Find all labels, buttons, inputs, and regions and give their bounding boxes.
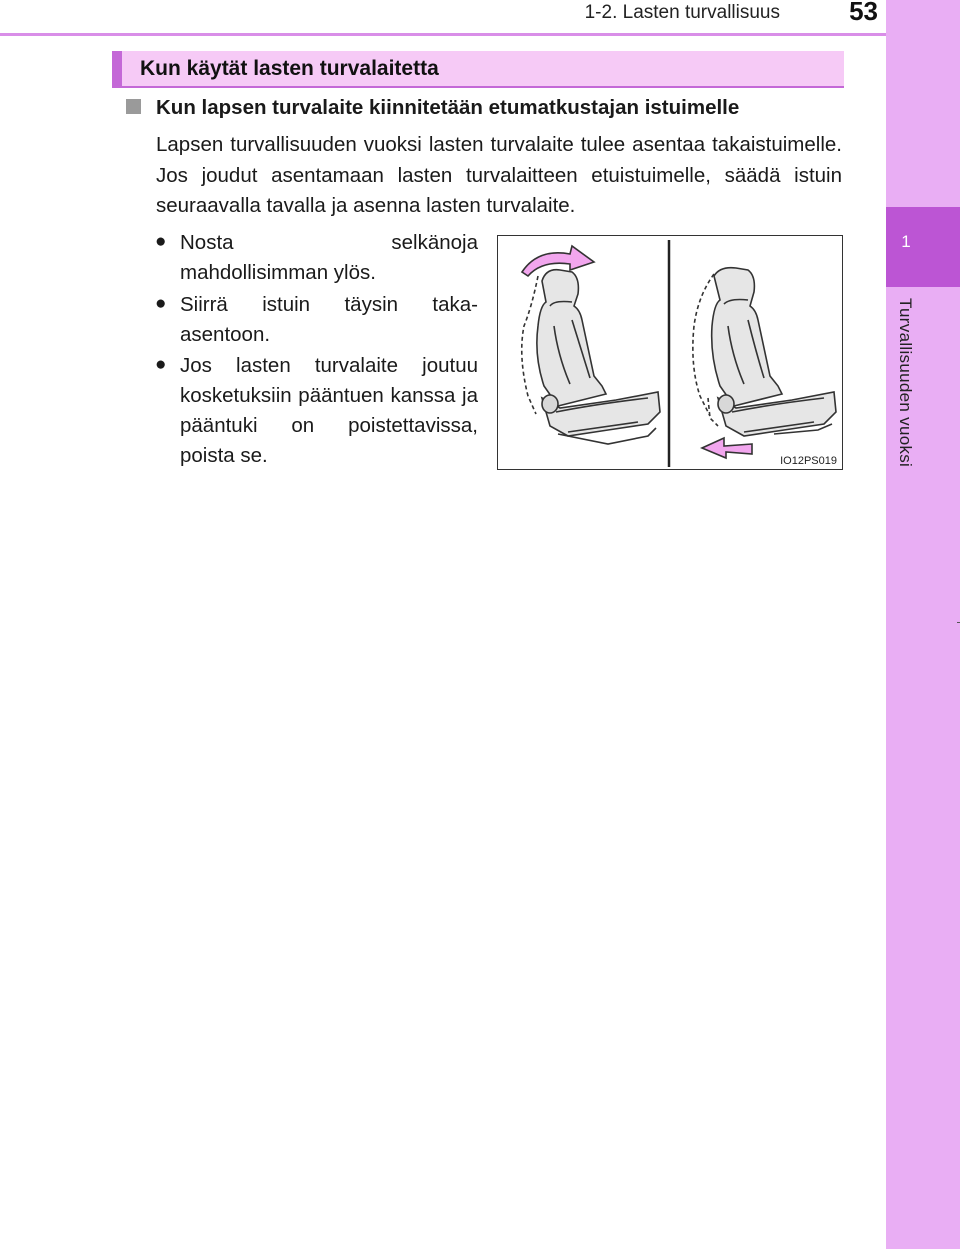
header-rule bbox=[0, 33, 886, 36]
chapter-label: Turvallisuuden vuoksi bbox=[896, 298, 915, 468]
section-heading-bar bbox=[112, 51, 844, 88]
seat-adjustment-figure bbox=[497, 235, 843, 470]
sub-heading: Kun lapsen turvalaite kiinnitetään etumatkustajan istuimelle bbox=[156, 96, 740, 119]
bullet-dot-icon: ● bbox=[155, 231, 167, 252]
figure-code: IO12PS019 bbox=[780, 455, 837, 467]
bullet-dot-icon: ● bbox=[155, 354, 167, 375]
step-item: Siirrä istuin täysin taka-asentoon. bbox=[180, 293, 478, 346]
step-item: Nosta selkänoja mahdollisimman ylös. bbox=[180, 231, 478, 284]
header-section-title: 1-2. Lasten turvallisuus bbox=[584, 2, 780, 23]
step-item: Jos lasten turvalaite joutuu kosketuksiin pääntuen kanssa ja pääntuki on poistettavissa, poista se. bbox=[180, 354, 478, 467]
page-number: 53 bbox=[849, 0, 878, 26]
bullet-dot-icon: ● bbox=[155, 293, 167, 314]
chapter-number: 1 bbox=[901, 232, 911, 251]
seat-right bbox=[693, 268, 836, 436]
chapter-side-tab bbox=[886, 0, 960, 1249]
seat-illustration bbox=[498, 236, 844, 471]
intro-paragraph: Lapsen turvallisuuden vuoksi lasten turvalaite tulee asentaa takaistuimelle. Jos joudut asentamaan lasten turvalaitteen etuistuimelle, säädä istuin seuraavalla tavalla ja asenna lasten turvalaite. bbox=[156, 133, 842, 217]
seat-left bbox=[522, 270, 660, 444]
section-heading: Kun käytät lasten turvalaitetta bbox=[140, 57, 439, 80]
square-bullet-icon bbox=[126, 99, 141, 114]
slide-back-arrow-icon bbox=[702, 438, 752, 458]
